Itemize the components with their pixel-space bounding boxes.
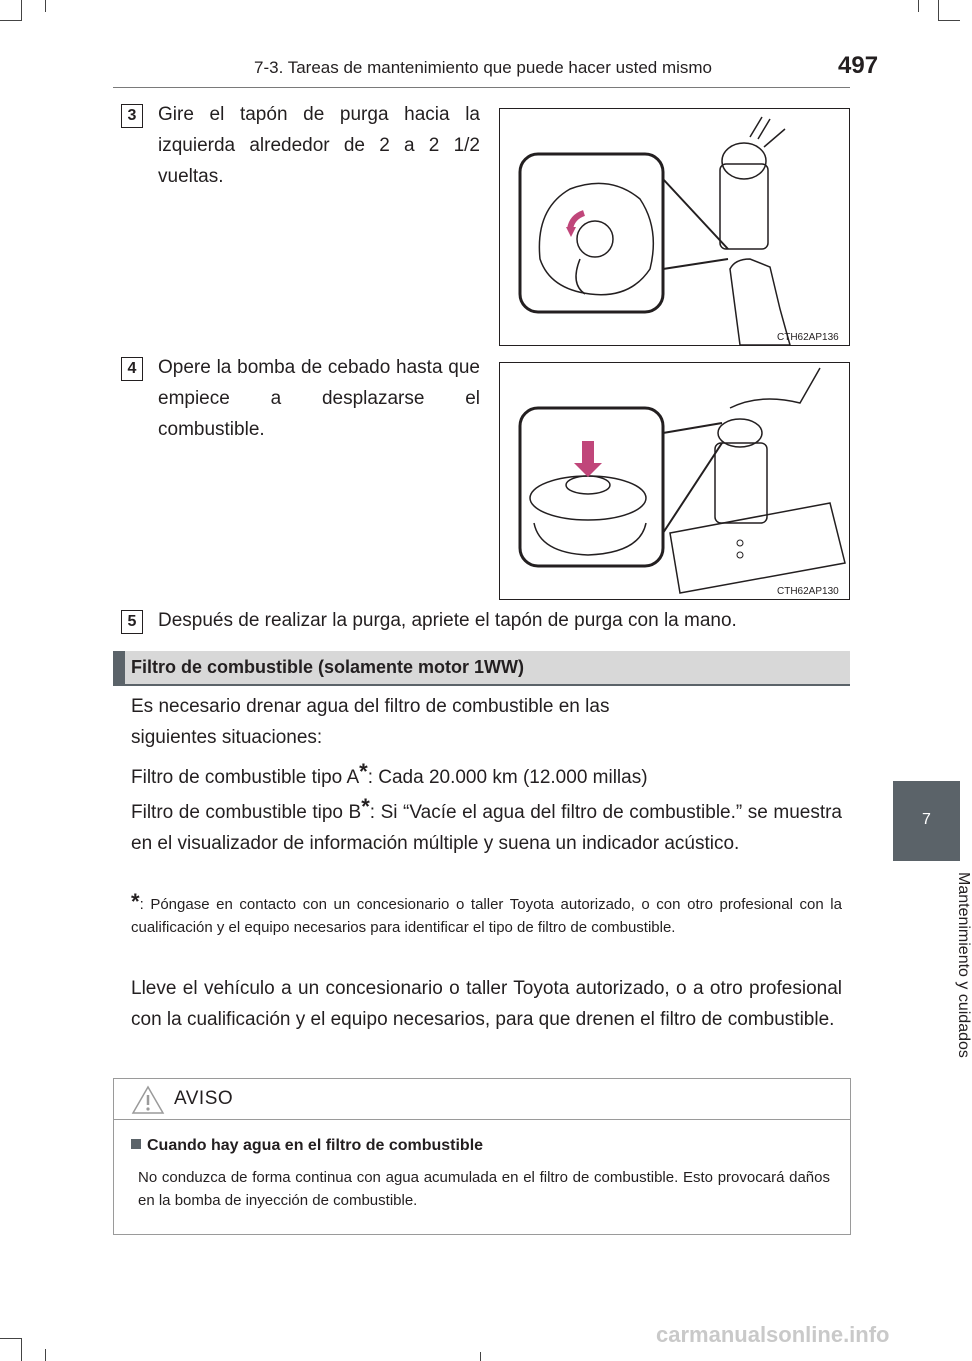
crop-mark: [918, 0, 919, 12]
closing-paragraph: Lleve el vehículo a un concesionario o taller Toyota autorizado, o a otro profesional con la cualificación y el equipo necesarios, para que drenen el filtro de combustible.: [131, 978, 842, 1030]
page-number: 497: [838, 52, 879, 79]
step-5-text: Después de realizar la purga, apriete el tapón de purga con la mano.: [158, 610, 737, 631]
filter-type-b: [131, 794, 842, 859]
section-intro-text: Es necesario drenar agua del filtro de combustible en las siguientes situaciones:: [131, 696, 610, 748]
step-number-5: 5: [121, 610, 143, 634]
crop-mark: [0, 1338, 22, 1339]
watermark: carmanualsonline.info: [656, 1322, 890, 1347]
section-intro: [131, 691, 691, 753]
priming-pump-drawing: [500, 363, 849, 599]
footnote-star: *: [359, 759, 368, 784]
filter-type-b-condition: : Si “Vacíe el agua del filtro de combustible.” se muestra en el visualizador de información múltiple y suena un indicador acústico.: [131, 802, 842, 854]
crop-mark: [21, 0, 22, 20]
step-3-illustration: [499, 108, 850, 346]
footnote-star: *: [131, 889, 140, 914]
filter-type-a-label: Filtro de combustible tipo A: [131, 767, 360, 788]
fuel-filter-drain-plug-drawing: [500, 109, 849, 345]
crop-mark: [45, 0, 46, 12]
figure-code: CTH62AP130: [777, 586, 839, 597]
crop-mark: [938, 0, 939, 20]
section-header-accent: [113, 651, 125, 684]
warning-triangle-icon: [131, 1085, 165, 1115]
header-divider: [113, 87, 850, 88]
warning-subtitle-text: Cuando hay agua en el filtro de combustible: [147, 1137, 484, 1154]
running-header: 7-3. Tareas de mantenimiento que puede hacer usted mismo: [254, 58, 713, 77]
footnote: [131, 890, 842, 939]
crop-mark: [938, 20, 960, 21]
step-number-3: 3: [121, 104, 143, 128]
figure-code: CTH62AP136: [777, 332, 839, 343]
crop-mark: [0, 20, 22, 21]
footnote-star: *: [361, 794, 370, 819]
step-number-4: 4: [121, 357, 143, 381]
footnote-text: : Póngase en contacto con un concesionario o taller Toyota autorizado, o con otro profesional con la cualificación y el equipo necesarios para identificar el tipo de filtro de combustible.: [131, 896, 842, 936]
warning-subtitle: [131, 1137, 483, 1155]
warning-label: AVISO: [174, 1088, 234, 1109]
step-4-text: Opere la bomba de cebado hasta que empiece a desplazarse el combustible.: [158, 357, 480, 440]
step-4-illustration: [499, 362, 850, 600]
filter-type-b-label: Filtro de combustible tipo B: [131, 802, 362, 823]
filter-type-a: [131, 759, 842, 793]
filter-type-a-interval: : Cada 20.000 km (12.000 millas): [367, 767, 648, 788]
section-header: [113, 651, 850, 686]
chapter-number: 7: [922, 811, 931, 828]
chapter-tab[interactable]: [893, 781, 960, 861]
crop-mark: [21, 1338, 22, 1361]
chapter-label: Mantenimiento y cuidados: [955, 872, 972, 1058]
section-title: Filtro de combustible (solamente motor 1WW): [131, 657, 525, 677]
crop-mark: [45, 1349, 46, 1361]
warning-body: No conduzca de forma continua con agua acumulada en el filtro de combustible. Esto provocará daños en la bomba de inyección de combustible.: [138, 1169, 830, 1209]
crop-mark: [480, 1352, 481, 1361]
bullet-square-icon: [131, 1139, 141, 1149]
warning-header: [114, 1079, 850, 1120]
warning-box: [113, 1078, 851, 1235]
step-3-text: Gire el tapón de purga hacia la izquierda alrededor de 2 a 2 1/2 vueltas.: [158, 104, 480, 187]
